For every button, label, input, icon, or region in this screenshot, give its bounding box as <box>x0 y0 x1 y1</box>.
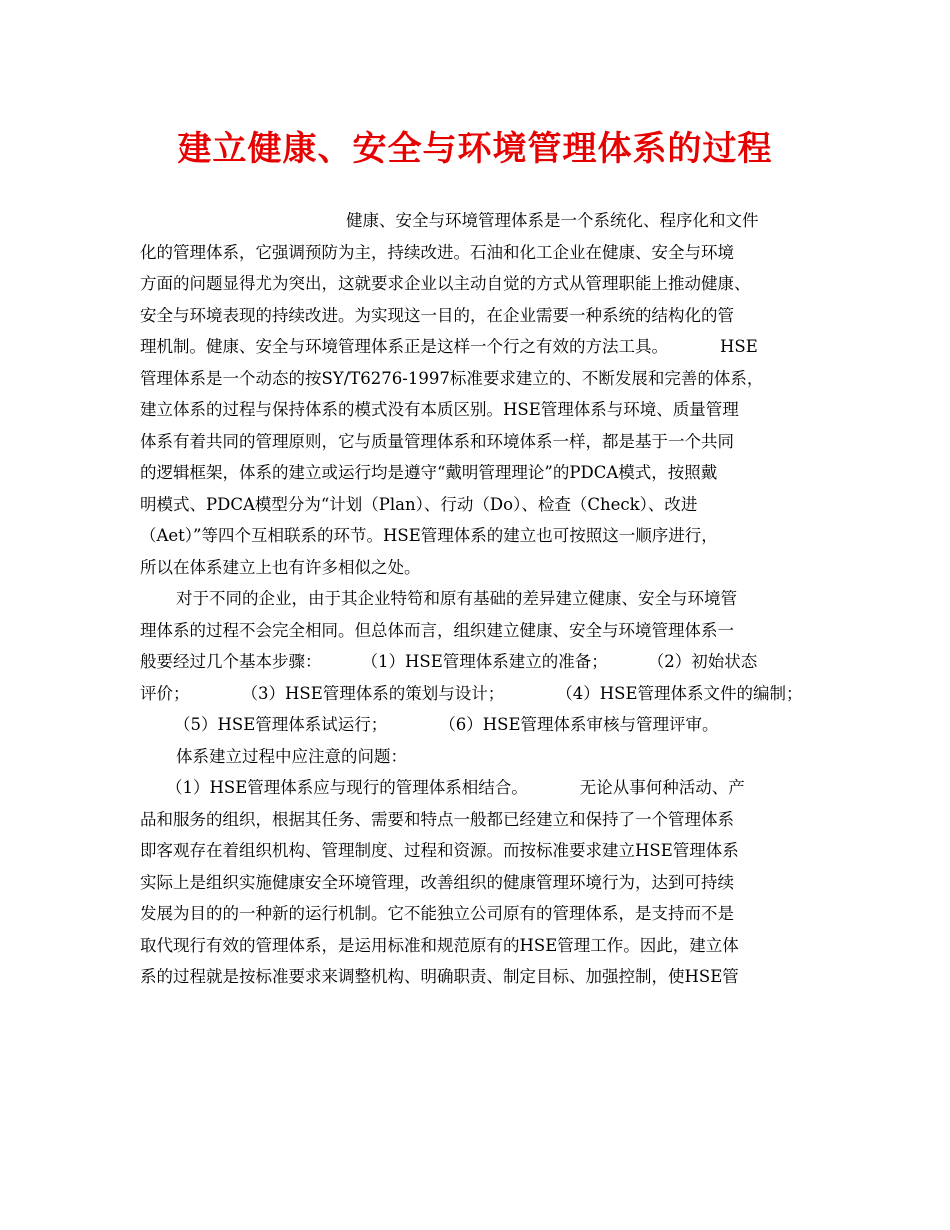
text-segment: HSE <box>720 337 758 356</box>
text-segment: 实际上是组织实施健康安全环境管理，改善组织的健康管理环境行为，达到可持续 <box>140 872 734 892</box>
document-body <box>140 205 816 993</box>
text-segment: 安全与环境表现的持续改进。为实现这一目的，在企业需要一种系统的结构化的管 <box>140 305 734 325</box>
text-segment: 管理体系是一个动态的按SY/T6276-1997标准要求建立的、不断发展和完善的体系， <box>140 368 764 388</box>
text-line <box>140 300 816 332</box>
text-line <box>140 898 816 930</box>
text-line <box>140 363 816 395</box>
text-line <box>140 804 816 836</box>
text-line <box>140 615 816 647</box>
text-segment: 健康、安全与环境管理体系是一个系统化、程序化和文件 <box>346 211 759 230</box>
text-segment: 般要经过几个基本步骤： <box>140 652 322 671</box>
text-line <box>140 772 816 804</box>
text-line <box>140 583 816 615</box>
text-segment: 理机制。健康、安全与环境管理体系正是这样一个行之有效的方法工具。 <box>140 337 668 356</box>
text-segment: 体系建立过程中应注意的问题： <box>176 746 407 766</box>
text-line <box>140 741 816 773</box>
text-segment: 取代现行有效的管理体系，是运用标准和规范原有的HSE管理工作。因此，建立体 <box>140 935 739 955</box>
text-line <box>140 205 816 237</box>
text-line <box>140 961 816 993</box>
text-segment: （Aet）”等四个互相联系的环节。HSE管理体系的建立也可按照这一顺序进行， <box>140 526 718 545</box>
text-line <box>140 867 816 899</box>
text-segment: （1）HSE管理体系建立的准备； <box>361 652 608 671</box>
text-segment: （5）HSE管理体系试运行； <box>174 715 388 734</box>
text-line <box>140 426 816 458</box>
text-line <box>140 489 816 521</box>
text-segment: 方面的问题显得尤为突出，这就要求企业以主动自觉的方式从管理职能上推动健康、 <box>140 274 751 293</box>
text-line <box>140 709 816 741</box>
text-segment: 理体系的过程不会完全相同。但总体而言，组织建立健康、安全与环境管理体系一 <box>140 620 734 640</box>
text-line <box>140 457 816 489</box>
text-line <box>140 237 816 269</box>
text-segment: 对于不同的企业，由于其企业特笱和原有基础的差异建立健康、安全与环境管 <box>176 589 737 608</box>
text-segment: （2）初始状态 <box>647 652 758 671</box>
text-segment: （1）HSE管理体系应与现行的管理体系相结合。 <box>166 778 528 797</box>
text-segment: 建立体系的过程与保持体系的模式没有本质区别。HSE管理体系与环境、质量管理 <box>140 400 739 419</box>
text-segment: 体系有着共同的管理原则，它与质量管理体系和环境体系一样，都是基于一个共同 <box>140 431 734 451</box>
text-segment: （3）HSE管理体系的策划与设计； <box>241 683 505 703</box>
text-segment: 所以在体系建立上也有许多相似之处。 <box>140 557 421 577</box>
text-line <box>140 646 816 678</box>
text-segment: 品和服务的组织，根据其任务、需要和特点一般都已经建立和保持了一个管理体系 <box>140 809 734 829</box>
document-title: 建立健康、安全与环境管理体系的过程 <box>177 129 773 169</box>
text-line <box>140 394 816 426</box>
text-line <box>140 678 816 710</box>
text-segment: 明模式、PDCA模型分为“计划（Plan）、行动（Do）、检查（Check）、改进 <box>140 494 698 514</box>
text-segment: 系的过程就是按标准要求来调整机构、明确职责、制定目标、加强控制，使HSE管 <box>140 967 739 986</box>
text-segment: 的逻辑框架，体系的建立或运行均是遵守“戴明管理理论”的PDCA模式，按照戴 <box>140 463 718 482</box>
text-line <box>140 520 816 552</box>
text-line <box>140 552 816 584</box>
text-segment: 即客观存在着组织机构、管理制度、过程和资源。而按标准要求建立HSE管理体系 <box>140 841 739 860</box>
text-segment: （4）HSE管理体系文件的编制； <box>556 683 803 703</box>
text-line <box>140 930 816 962</box>
text-line <box>140 331 816 363</box>
text-segment: 化的管理体系，它强调预防为主，持续改进。石油和化工企业在健康、安全与环境 <box>140 242 734 262</box>
text-segment: 发展为目的的一种新的运行机制。它不能独立公司原有的管理体系，是支持而不是 <box>140 904 734 923</box>
text-segment: 评价； <box>140 683 190 703</box>
text-line <box>140 268 816 300</box>
text-segment: 无论从事何种活动、产 <box>579 778 745 797</box>
text-line <box>140 835 816 867</box>
text-segment: （6）HSE管理体系审核与管理评审。 <box>439 715 719 734</box>
